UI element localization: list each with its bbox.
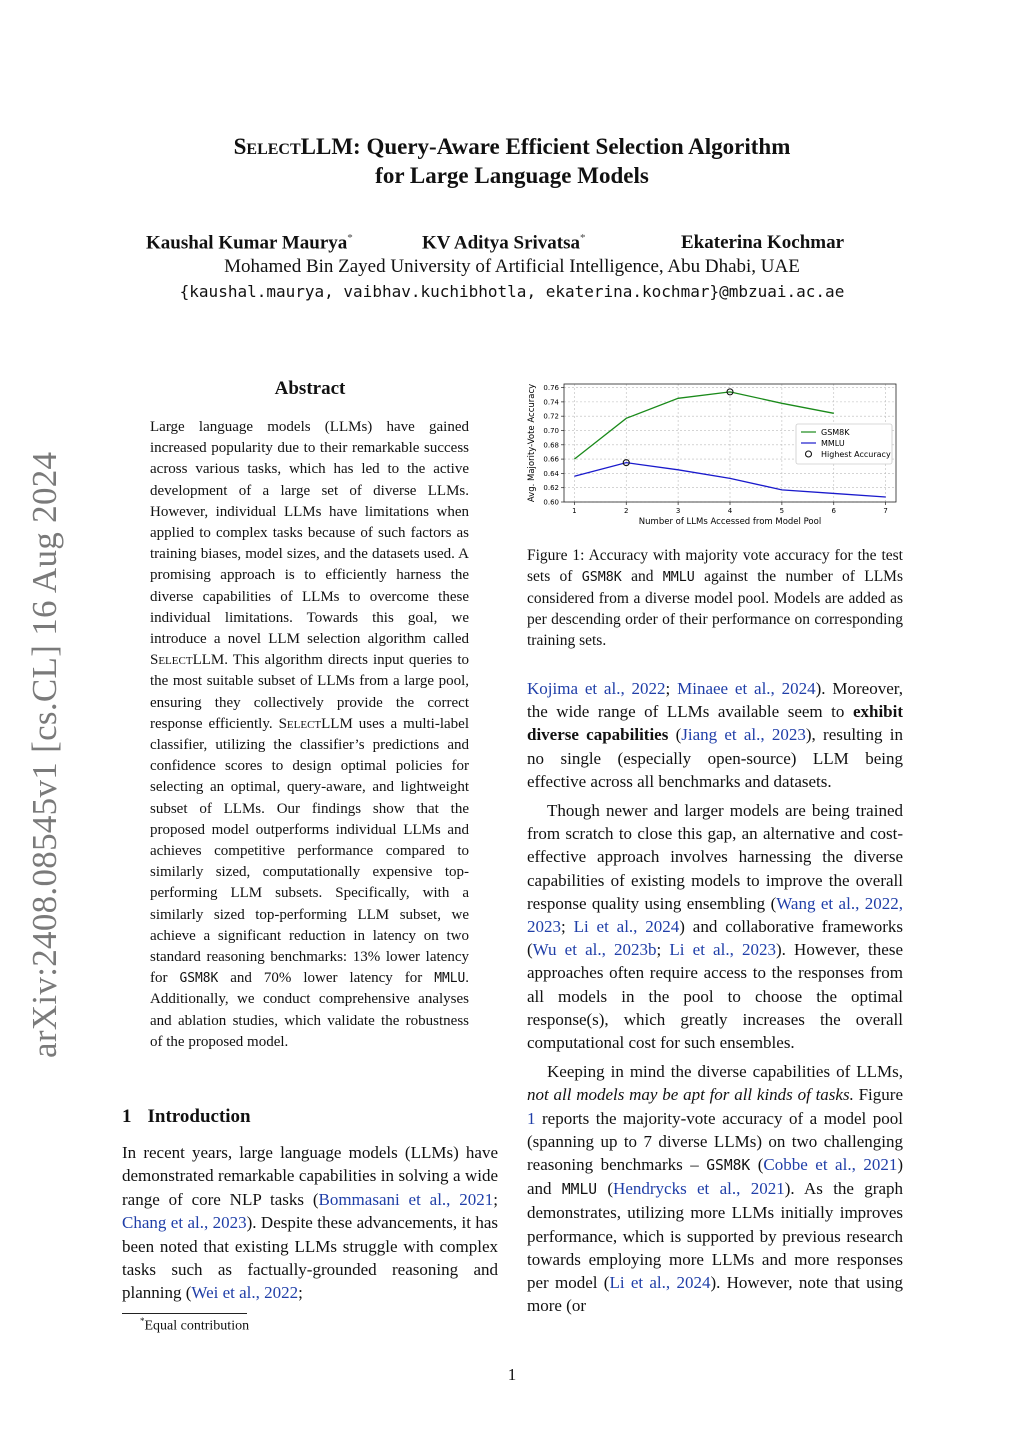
body-text: ) and collaborative frameworks ( (527, 917, 903, 960)
body-text: Keeping in mind the diverse capabilities of LLMs, (547, 1062, 903, 1082)
y-tick-label: 0.74 (543, 398, 559, 407)
legend-label-mmlu: MMLU (821, 439, 845, 448)
caption-text: Figure 1: Accuracy with majority vote accuracy for the test sets of (527, 547, 903, 585)
citation-link[interactable]: Wang et al., 2022, 2023 (527, 893, 903, 937)
footnote-mark: * (140, 1316, 145, 1326)
body-text: ). As the graph demonstrates, utilizing more LLMs initially improves performance, which is supported by previous research towards employing more LLMs and more responses per model ( (527, 1179, 904, 1293)
x-tick-label: 2 (624, 507, 629, 515)
body-text: ). However, note that using more (or (527, 1273, 903, 1316)
x-axis-ticks (572, 502, 888, 515)
y-tick-label: 0.70 (543, 426, 559, 435)
citation-link[interactable]: Li et al., 2023 (669, 940, 776, 960)
x-tick-label: 4 (727, 507, 733, 515)
body-text: ) and (527, 1155, 903, 1199)
x-axis-label: Number of LLMs Accessed from Model Pool (638, 517, 822, 527)
body-text: ; (561, 917, 574, 937)
author-1 (146, 232, 353, 254)
citation-link[interactable]: Kojima et al., 2022 (527, 679, 666, 698)
paper-title-line-2: for Large Language Models (375, 163, 649, 188)
author-2 (422, 232, 586, 254)
body-text: reports the majority-vote accuracy of a model pool (spanning up to 7 diverse LLMs) on two challenging reasoning benchmarks – (527, 1108, 903, 1175)
dataset-name: GSM8K (179, 971, 219, 987)
figure-reference-link[interactable]: 1 (527, 1108, 536, 1128)
citation-link[interactable]: Bommasani et al., 2021 (318, 1189, 494, 1209)
body-text: ). Moreover, the wide range of LLMs available seem to (527, 679, 903, 722)
paper-title-line-1 (0, 132, 1024, 161)
series-line-mmlu (574, 463, 885, 497)
caption-text: against the number of LLMs considered from a diverse model pool. Models are added as per descending order of their performance on corresponding training sets. (527, 568, 903, 649)
body-text: ( (668, 725, 682, 745)
author-2-mark: * (580, 232, 586, 244)
body-text: ). However, these approaches often require access to the responses from all models in the pool to choose the optimal response(s), which greatly increases the overall computational cost for such ensembles. (527, 940, 903, 1053)
abstract-body (150, 417, 469, 1053)
legend-label-gsm8k: GSM8K (821, 428, 850, 437)
body-text: Figure (853, 1085, 903, 1105)
citation-link[interactable]: Jiang et al., 2023 (681, 725, 806, 745)
author-3-name: Ekaterina Kochmar (681, 232, 845, 253)
y-tick-label: 0.76 (543, 384, 559, 393)
citation-link[interactable]: Wei et al., 2022 (191, 1283, 299, 1303)
author-emails[interactable]: {kaushal.maurya, vaibhav.kuchibhotla, ekaterina.kochmar}@mbzuai.ac.ae (179, 282, 845, 301)
arxiv-identifier[interactable]: arXiv:2408.08545v1 [cs.CL] 16 Aug 2024 (25, 451, 64, 1058)
figure-1-chart (520, 376, 905, 528)
section-title: Introduction (147, 1106, 251, 1127)
x-tick-label: 1 (572, 507, 577, 515)
bold-phrase: exhibit diverse capabilities (527, 702, 903, 745)
x-tick-label: 3 (675, 507, 681, 515)
author-1-name: Kaushal Kumar Maurya (146, 232, 348, 254)
author-1-mark: * (347, 232, 353, 244)
introduction-paragraph (122, 1141, 498, 1305)
citation-link[interactable]: Minaee et al., 2024 (677, 679, 816, 698)
figure-1-caption (527, 545, 903, 651)
section-number: 1 (122, 1106, 132, 1127)
paragraph-figure-discussion (527, 1060, 903, 1317)
abstract-text: LLM uses a multi-label classifier, utilizing the classifier’s predictions and confidence scores to design optimal policies for selecting an optimal, query-aware, and lightweight subset of LLMs. Our findings show that the proposed model outperforms individual LLMs and achieves competitive performance compared to similarly sized, computationally expensive top-performing LLM subsets. Specifically, with a similarly sized top-performing LLM subset, we achieve a significant reduction in latency on two standard reasoning benchmarks: 13% lower latency for (150, 715, 469, 987)
body-text: ). Despite these advancements, it has been noted that existing LLMs struggle with complex tasks such as factually-grounded reasoning and planning ( (122, 1213, 498, 1303)
y-tick-label: 0.66 (543, 455, 559, 464)
footnote (140, 1316, 249, 1335)
body-text: Though newer and larger models are being trained from scratch to close this gap, an alternative and cost-effective approach involves harnessing the diverse capabilities of existing models to improve the overall response quality using ensembling ( (527, 801, 903, 913)
x-tick-label: 5 (779, 507, 785, 515)
y-tick-label: 0.62 (543, 484, 559, 493)
y-tick-label: 0.64 (543, 469, 559, 478)
x-tick-label: 7 (883, 507, 888, 515)
italic-phrase: not all models may be apt for all kinds of tasks. (527, 1085, 854, 1105)
dataset-name: GSM8K (581, 570, 622, 585)
citation-link[interactable]: Li et al., 2024 (609, 1273, 711, 1293)
section-heading-introduction (122, 1106, 251, 1128)
body-text: ( (597, 1179, 614, 1199)
body-text: ( (750, 1155, 764, 1175)
y-tick-label: 0.72 (543, 412, 559, 421)
citation-link[interactable]: Hendrycks et al., 2021 (613, 1179, 785, 1199)
title-smallcaps: Select (233, 134, 301, 159)
chart-legend (796, 424, 892, 464)
paragraph-ensembling (527, 799, 903, 1054)
footnote-rule (122, 1313, 247, 1314)
author-2-name: KV Aditya Srivatsa (422, 232, 581, 254)
x-tick-label: 6 (831, 507, 836, 515)
abstract-text: and 70% lower latency for (218, 970, 435, 987)
y-tick-label: 0.60 (543, 498, 559, 507)
footnote-text: Equal contribution (144, 1318, 250, 1334)
y-tick-label: 0.68 (543, 441, 559, 450)
right-column-body (527, 677, 903, 1317)
dataset-name: GSM8K (706, 1157, 751, 1175)
dataset-name: MMLU (662, 570, 695, 585)
citation-link[interactable]: Wu et al., 2023b (532, 940, 657, 960)
caption-text: and (621, 568, 663, 585)
citation-link[interactable]: Cobbe et al., 2021 (763, 1155, 898, 1175)
abstract-heading: Abstract (274, 378, 346, 399)
body-text: ; (493, 1189, 498, 1209)
affiliation: Mohamed Bin Zayed University of Artificial Intelligence, Abu Dhabi, UAE (224, 256, 800, 277)
abstract-smallcaps: Select (150, 652, 193, 669)
citation-link[interactable]: Chang et al., 2023 (122, 1213, 247, 1233)
y-axis-ticks (543, 384, 564, 506)
paragraph-continuation (527, 677, 903, 793)
abstract-text: . Additionally, we conduct comprehensive analyses and ablation studies, which validate the robustness of the proposed model. (150, 970, 469, 1050)
abstract-smallcaps: Select (278, 715, 322, 732)
y-axis-label: Avg. Majority-Vote Accuracy (527, 383, 537, 503)
legend-label-highest: Highest Accuracy (821, 450, 891, 459)
body-text: ), resulting in no single (especially open-source) LLM being effective across all benchmarks and datasets. (527, 725, 903, 791)
dataset-name: MMLU (434, 971, 466, 987)
author-3 (681, 232, 844, 254)
citation-link[interactable]: Li et al., 2024 (573, 917, 680, 937)
body-text: ; (665, 679, 678, 698)
body-text: In recent years, large language models (LLMs) have demonstrated remarkable capabilities in solving a wide range of core NLP tasks ( (122, 1143, 498, 1209)
page-number: 1 (507, 1365, 517, 1384)
title-rest: LLM: Query-Aware Efficient Selection Algorithm (300, 134, 791, 159)
abstract-text: Large language models (LLMs) have gained increased popularity due to their remarkable success across various tasks, which has led to the active development of a large set of diverse LLMs. However, individual LLMs have limitations when applied to complex tasks because of such factors as training biases, model sizes, and the datasets used. A promising approach is to efficiently harness the diverse capabilities of LLMs to overcome these individual limitations. Towards this goal, we introduce a novel LLM selection algorithm called (150, 419, 469, 648)
dataset-name: MMLU (561, 1181, 598, 1199)
body-text: ; (656, 940, 670, 960)
body-text: ; (298, 1283, 303, 1303)
abstract-text: LLM. This algorithm directs input queries to the most suitable subset of LLMs from a large pool, ensuring they collectively provide the correct response efficiently. (150, 652, 469, 732)
